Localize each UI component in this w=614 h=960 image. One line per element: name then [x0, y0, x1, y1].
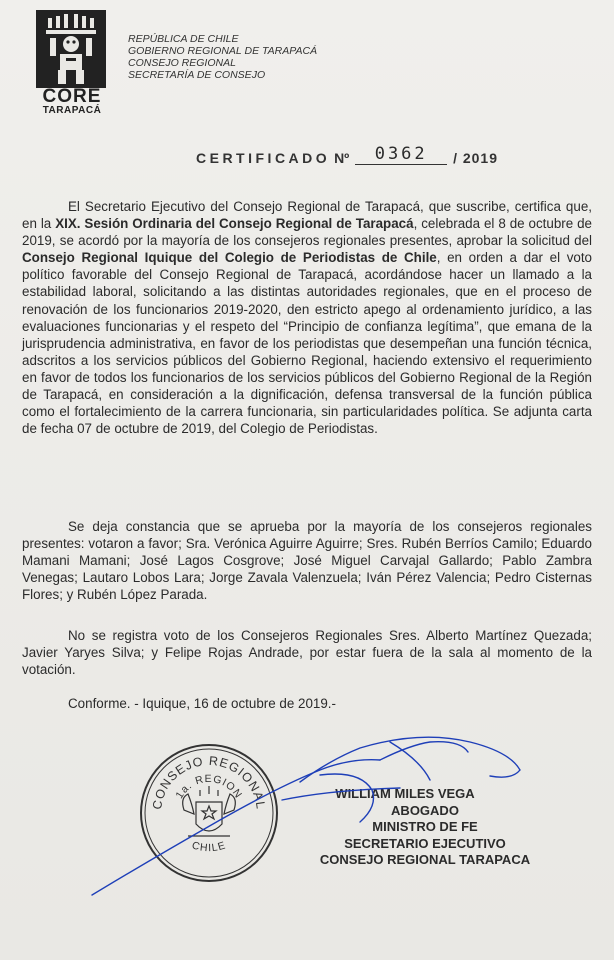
paragraph-conforme: Conforme. - Iquique, 16 de octubre de 2019.-: [68, 696, 336, 711]
signatory-role: MINISTRO DE FE: [372, 819, 478, 834]
logo-emblem: [36, 10, 106, 88]
signature-block: [300, 786, 550, 869]
logo-tarapaca-text: TARAPACÁ: [42, 105, 102, 116]
stamp-top-text: CONSEJO REGIONAL: [149, 753, 268, 811]
header-line: SECRETARÍA DE CONSEJO: [128, 69, 266, 81]
text-run: , celebrada el 8 de octubre de 2019, se acordó por la mayoría de los consejeros regionales presentes, aprobar la solicitud del: [22, 216, 592, 249]
official-stamp: [136, 740, 282, 886]
certificate-label: CERTIFICADO: [196, 150, 331, 166]
signatory-institution: CONSEJO REGIONAL TARAPACA: [319, 852, 531, 867]
logo-core-text: CORE: [42, 86, 102, 107]
signatory-name: WILLIAM MILES VEGA: [335, 786, 475, 801]
stamp-bottom-text: CHILE: [190, 839, 228, 855]
institution-header: [128, 33, 317, 81]
text-run: El Secretario Ejecutivo del Consejo Regional de Tarapacá, que suscribe, certifica que, en la: [22, 199, 592, 232]
stamp-mid-text: 1a. REGION: [173, 772, 245, 801]
paragraph-absent: No se registra voto de los Consejeros Regionales Sres. Alberto Martínez Quezada; Javier Yaryes Silva; y Felipe Rojas Andrade, por estar fuera de la sala al momento de la votación.: [22, 628, 592, 678]
signatory-title: ABOGADO: [391, 802, 459, 818]
header-line: GOBIERNO REGIONAL DE TARAPACÁ: [128, 45, 318, 57]
requesting-body: Consejo Regional Iquique del Colegio de Periodistas de Chile: [22, 250, 437, 266]
header-line: REPÚBLICA DE CHILE: [128, 33, 239, 45]
core-tarapaca-logo: [34, 10, 110, 116]
signatory-position: SECRETARIO EJECUTIVO: [344, 835, 506, 851]
session-name: XIX. Sesión Ordinaria del Consejo Regional de Tarapacá: [55, 216, 414, 232]
totem-figure-icon: [36, 10, 106, 88]
coat-of-arms-icon: [183, 786, 236, 836]
number-prefix: Nº: [334, 150, 350, 166]
paragraph-resolution: [22, 198, 592, 437]
header-line: CONSEJO REGIONAL: [128, 57, 236, 69]
certificate-number: 0362: [355, 144, 447, 165]
certificate-year: / 2019: [453, 150, 499, 166]
text-run: , en orden a dar el voto político favorable del Consejo Regional de Tarapacá, acordándose hacer un llamado a la estabilidad laboral, solicitando a las distintas autoridades regionales, que en el proceso de renovación de los funcionarios 2019-2020, den estricto apego al ordenamiento jurídico, a las evaluaciones funcionarias y el respeto del “Principio de confianza legítima”, que emana de la jurisprudencia administrativa, en favor de los periodistas que desempeñan una función técnica, adscritos a los servicios públicos del Gobierno Regional, haciendo extensivo el requerimiento en favor de todos los funcionarios de los servicios públicos del Gobierno Regional de la Región de Tarapacá, en consideración a la dignificación, defensa transversal de la función pública como el fortalecimiento de la carrera funcionaria, sin particularidades política. Se adjunta carta de fecha 07 de octubre de 2019, del Colegio de Periodistas.: [22, 250, 592, 437]
certificate-title: [196, 144, 499, 169]
svg-text:CHILE: [190, 839, 227, 854]
paragraph-votes: Se deja constancia que se aprueba por la mayoría de los consejeros regionales presentes: votaron a favor; Sra. Verónica Aguirre Aguirre; Sres. Rubén Berríos Camilo; Eduardo Mamani Mamani; José Lagos Cosgrove; José Miguel Carvajal Gallardo; Pablo Zambra Venegas; Lautaro Lobos Lara; Jorge Zavala Valenzuela; Iván Pérez Valencia; Pedro Cisternas Flores; y Rubén López Parada.: [22, 519, 592, 603]
